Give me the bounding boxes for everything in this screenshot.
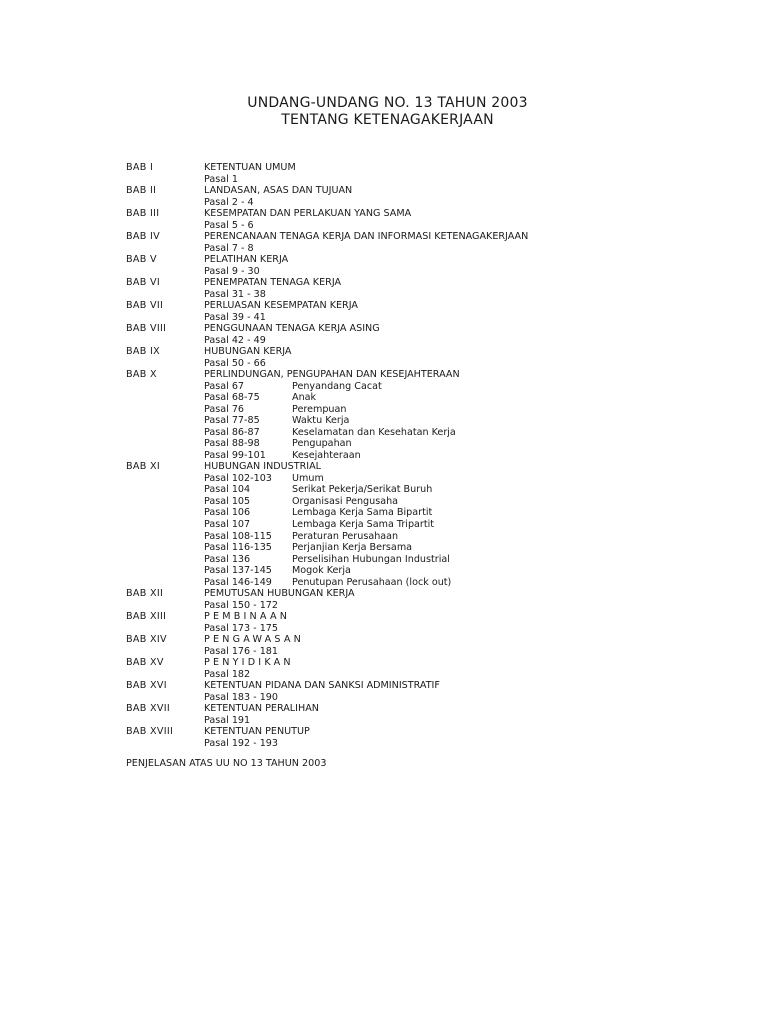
article-topic: Waktu Kerja (292, 415, 350, 427)
row-indent (126, 220, 204, 232)
article-row[interactable] (126, 715, 746, 727)
article-range: Pasal 191 (204, 714, 251, 726)
article-row[interactable] (126, 438, 746, 450)
article-topic: Pengupahan (292, 438, 352, 450)
explanation-link[interactable]: PENJELASAN ATAS UU NO 13 TAHUN 2003 (126, 758, 327, 769)
row-indent (126, 507, 204, 519)
article-range: Pasal 31 - 38 (204, 288, 266, 300)
article-range: Pasal 182 (204, 668, 251, 680)
row-indent (126, 577, 204, 589)
row-indent (126, 427, 204, 439)
article-range: Pasal 2 - 4 (204, 196, 254, 208)
article-row[interactable] (126, 738, 746, 750)
row-indent (126, 312, 204, 324)
chapter-number: BAB XII (126, 588, 164, 600)
chapter-title: PENYIDIKAN (204, 657, 294, 669)
article-range: Pasal 116-135 (204, 542, 272, 554)
chapter-row[interactable] (126, 611, 746, 623)
row-indent (126, 266, 204, 278)
row-indent (126, 531, 204, 543)
article-row[interactable] (126, 600, 746, 612)
article-range: Pasal 104 (204, 484, 251, 496)
chapter-title: PENGGUNAAN TENAGA KERJA ASING (204, 323, 380, 335)
chapter-row[interactable] (126, 634, 746, 646)
row-indent (126, 715, 204, 727)
chapter-title: LANDASAN, ASAS DAN TUJUAN (204, 185, 353, 197)
chapter-title: PENEMPATAN TENAGA KERJA (204, 277, 342, 289)
article-topic: Lembaga Kerja Sama Tripartit (292, 518, 435, 530)
article-row[interactable] (126, 531, 746, 543)
article-row[interactable] (126, 692, 746, 704)
chapter-number: BAB XI (126, 461, 160, 473)
chapter-title: KETENTUAN PENUTUP (204, 726, 310, 738)
row-indent (126, 554, 204, 566)
article-range: Pasal 42 - 49 (204, 334, 266, 346)
article-row[interactable] (126, 473, 746, 485)
document-title-line-1: UNDANG-UNDANG NO. 13 TAHUN 2003 (247, 95, 528, 111)
chapter-row[interactable] (126, 300, 746, 312)
chapter-number: BAB IV (126, 231, 160, 243)
row-indent (126, 623, 204, 635)
article-range: Pasal 106 (204, 507, 251, 519)
article-range: Pasal 1 (204, 173, 238, 185)
chapter-row[interactable] (126, 588, 746, 600)
article-row[interactable] (126, 646, 746, 658)
article-topic: Anak (292, 392, 317, 404)
article-topic: Perselisihan Hubungan Industrial (292, 553, 450, 565)
chapter-number: BAB XIII (126, 611, 167, 623)
article-topic: Mogok Kerja (292, 565, 351, 577)
chapter-number: BAB X (126, 369, 157, 381)
article-topic: Umum (292, 472, 324, 484)
article-row[interactable] (126, 484, 746, 496)
chapter-title: PEMBINAAN (204, 611, 291, 623)
article-range: Pasal 107 (204, 518, 251, 530)
chapter-number: BAB III (126, 208, 160, 220)
article-range: Pasal 108-115 (204, 530, 272, 542)
row-indent (126, 392, 204, 404)
article-range: Pasal 88-98 (204, 438, 260, 450)
article-row[interactable] (126, 392, 746, 404)
article-range: Pasal 176 - 181 (204, 645, 279, 657)
chapter-row[interactable] (126, 680, 746, 692)
article-range: Pasal 67 (204, 380, 245, 392)
row-indent (126, 450, 204, 462)
chapter-row[interactable] (126, 254, 746, 266)
chapter-title: PERLINDUNGAN, PENGUPAHAN DAN KESEJAHTERAAN (204, 369, 460, 381)
article-range: Pasal 136 (204, 553, 251, 565)
article-range: Pasal 76 (204, 403, 245, 415)
article-row[interactable] (126, 197, 746, 209)
article-range: Pasal 173 - 175 (204, 622, 279, 634)
row-indent (126, 738, 204, 750)
article-row[interactable] (126, 266, 746, 278)
article-row[interactable] (126, 623, 746, 635)
row-indent (126, 197, 204, 209)
article-topic: Lembaga Kerja Sama Bipartit (292, 507, 433, 519)
article-range: Pasal 146-149 (204, 576, 272, 588)
article-range: Pasal 9 - 30 (204, 265, 260, 277)
chapter-number: BAB XIV (126, 634, 167, 646)
row-indent (126, 600, 204, 612)
article-row[interactable] (126, 450, 746, 462)
chapter-number: BAB XVI (126, 680, 167, 692)
article-range: Pasal 7 - 8 (204, 242, 254, 254)
article-row[interactable] (126, 415, 746, 427)
chapter-number: BAB XVII (126, 703, 170, 715)
chapter-number: BAB XVIII (126, 726, 174, 738)
article-topic: Penyandang Cacat (292, 380, 382, 392)
chapter-number: BAB XV (126, 657, 164, 669)
article-row[interactable] (126, 404, 746, 416)
article-topic: Keselamatan dan Kesehatan Kerja (292, 426, 456, 438)
article-topic: Kesejahteraan (292, 449, 361, 461)
article-row[interactable] (126, 565, 746, 577)
article-row[interactable] (126, 243, 746, 255)
row-indent (126, 496, 204, 508)
chapter-title: KESEMPATAN DAN PERLAKUAN YANG SAMA (204, 208, 412, 220)
chapter-row[interactable] (126, 277, 746, 289)
chapter-title: PERLUASAN KESEMPATAN KERJA (204, 300, 358, 312)
chapter-number: BAB II (126, 185, 157, 197)
row-indent (126, 415, 204, 427)
chapter-row[interactable] (126, 346, 746, 358)
article-range: Pasal 86-87 (204, 426, 260, 438)
row-indent (126, 646, 204, 658)
article-row[interactable] (126, 554, 746, 566)
article-range: Pasal 102-103 (204, 472, 272, 484)
chapter-title: PERENCANAAN TENAGA KERJA DAN INFORMASI KETENAGAKERJAAN (204, 231, 529, 243)
article-row[interactable] (126, 519, 746, 531)
chapter-number: BAB VI (126, 277, 160, 289)
article-topic: Organisasi Pengusaha (292, 495, 399, 507)
chapter-row[interactable] (126, 369, 746, 381)
article-topic: Serikat Pekerja/Serikat Buruh (292, 484, 433, 496)
chapter-row[interactable] (126, 185, 746, 197)
row-indent (126, 289, 204, 301)
chapter-title: HUBUNGAN INDUSTRIAL (204, 461, 322, 473)
article-range: Pasal 137-145 (204, 565, 272, 577)
chapter-title: KETENTUAN PIDANA DAN SANKSI ADMINISTRATIF (204, 680, 440, 692)
article-range: Pasal 5 - 6 (204, 219, 254, 231)
article-topic: Perjanjian Kerja Bersama (292, 542, 413, 554)
chapter-row[interactable] (126, 323, 746, 335)
article-range: Pasal 39 - 41 (204, 311, 266, 323)
article-row[interactable] (126, 669, 746, 681)
chapter-title: HUBUNGAN KERJA (204, 346, 292, 358)
chapter-title: PENGAWASAN (204, 634, 305, 646)
row-indent (126, 669, 204, 681)
article-row[interactable] (126, 507, 746, 519)
chapter-row[interactable] (126, 657, 746, 669)
row-indent (126, 484, 204, 496)
chapter-row[interactable] (126, 726, 746, 738)
table-of-contents (126, 162, 746, 749)
article-row[interactable] (126, 381, 746, 393)
chapter-number: BAB VII (126, 300, 164, 312)
chapter-row[interactable] (126, 162, 746, 174)
row-indent (126, 358, 204, 370)
chapter-row[interactable] (126, 208, 746, 220)
chapter-number: BAB VIII (126, 323, 167, 335)
article-row[interactable] (126, 335, 746, 347)
article-range: Pasal 150 - 172 (204, 599, 279, 611)
article-topic: Perempuan (292, 403, 347, 415)
article-row[interactable] (126, 174, 746, 186)
chapter-row[interactable] (126, 231, 746, 243)
chapter-number: BAB IX (126, 346, 160, 358)
article-range: Pasal 50 - 66 (204, 357, 266, 369)
article-row[interactable] (126, 358, 746, 370)
chapter-title: KETENTUAN UMUM (204, 162, 296, 173)
chapter-number: BAB V (126, 254, 157, 266)
article-row[interactable] (126, 542, 746, 554)
article-range: Pasal 183 - 190 (204, 691, 279, 703)
article-range: Pasal 99-101 (204, 449, 266, 461)
row-indent (126, 404, 204, 416)
article-row[interactable] (126, 220, 746, 232)
article-range: Pasal 68-75 (204, 392, 260, 404)
chapter-number: BAB I (126, 162, 154, 173)
article-row[interactable] (126, 312, 746, 324)
article-range: Pasal 192 - 193 (204, 737, 279, 749)
row-indent (126, 565, 204, 577)
chapter-row[interactable] (126, 703, 746, 715)
row-indent (126, 335, 204, 347)
row-indent (126, 473, 204, 485)
article-topic: Peraturan Perusahaan (292, 530, 399, 542)
article-row[interactable] (126, 289, 746, 301)
row-indent (126, 243, 204, 255)
article-topic: Penutupan Perusahaan (lock out) (292, 576, 452, 588)
document-title-line-2: TENTANG KETENAGAKERJAAN (281, 112, 494, 128)
article-range: Pasal 105 (204, 495, 251, 507)
row-indent (126, 174, 204, 186)
row-indent (126, 692, 204, 704)
article-row[interactable] (126, 427, 746, 439)
row-indent (126, 542, 204, 554)
row-indent (126, 381, 204, 393)
chapter-title: PEMUTUSAN HUBUNGAN KERJA (204, 588, 355, 600)
row-indent (126, 438, 204, 450)
article-row[interactable] (126, 496, 746, 508)
article-range: Pasal 77-85 (204, 415, 260, 427)
row-indent (126, 519, 204, 531)
chapter-row[interactable] (126, 461, 746, 473)
chapter-title: KETENTUAN PERALIHAN (204, 703, 319, 715)
article-row[interactable] (126, 577, 746, 589)
chapter-title: PELATIHAN KERJA (204, 254, 289, 266)
